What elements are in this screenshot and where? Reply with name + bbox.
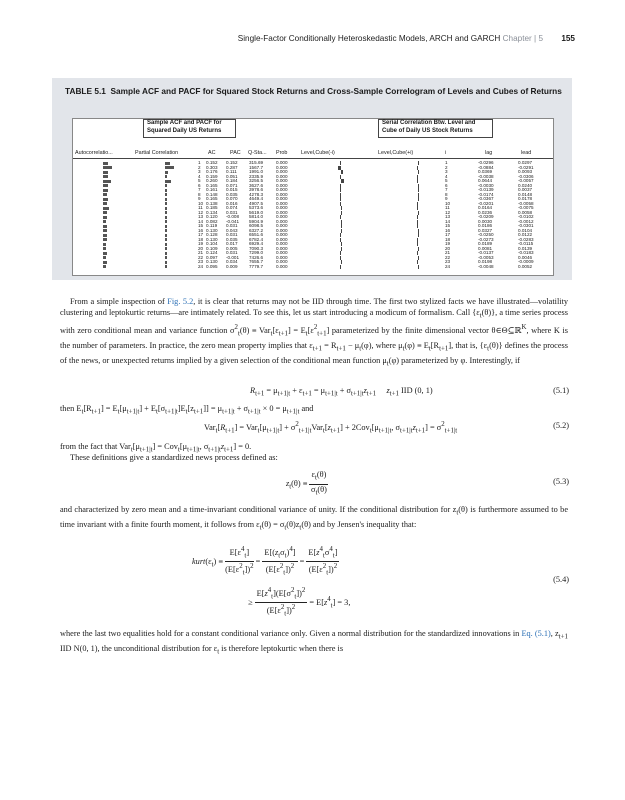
cell-ac: 0.161 (206, 187, 218, 192)
cell-pac: 0.070 (226, 196, 238, 201)
cell-prob: 0.000 (276, 191, 288, 197)
cell-n: 23 (198, 259, 204, 264)
cell-prob: 0.000 (276, 259, 288, 264)
cell-i: 9 (445, 196, 448, 201)
left-box-title: Sample ACF and PACF for Squared Daily US Returns (143, 119, 236, 138)
pacf-bar (165, 193, 167, 196)
cell-lead: 0.0046 (518, 254, 533, 260)
cell-i: 18 (445, 236, 451, 242)
cell-n: 11 (198, 205, 203, 210)
cell-lead: 0.0104 (518, 227, 533, 233)
table-image (72, 118, 554, 276)
cell-ac: 0.152 (206, 160, 218, 165)
pacf-bar (165, 261, 167, 264)
cell-lead: -0.0057 (518, 178, 534, 183)
cell-ac: 0.260 (206, 178, 218, 183)
cell-ac: 0.303 (206, 164, 218, 170)
cell-pac: 0.074 (226, 205, 238, 210)
cell-lag: -0.0053 (478, 254, 494, 260)
cell-lag: -0.0048 (478, 263, 494, 269)
pacf-bar (165, 166, 174, 169)
cell-lag: -0.0201 (478, 200, 494, 206)
cell-prob: 0.000 (276, 196, 288, 201)
cell-n: 21 (198, 250, 204, 255)
cell-prob: 0.000 (276, 250, 288, 255)
table-caption: TABLE 5.1 Sample ACF and PACF for Squared Stock Returns and Cross-Sample Correlogram of Levels and Cubes of Returns (65, 86, 562, 96)
cell-lag: 0.0236 (478, 209, 493, 215)
cell-i: 17 (445, 232, 451, 237)
cell-lag: -0.0296 (478, 160, 494, 165)
paragraph-3: where the last two equalities hold for a constant conditional variance only. Given a normal distribution for the standardized innovations in Eq. (5.1), $z_{t+1}$ IID N(0, 1), the unconditional distribution for $\varepsilon_t$ is therefore leptokurtic when there is (60, 629, 568, 656)
cell-ac: 0.104 (206, 241, 218, 246)
cell-prob: 0.000 (276, 245, 288, 251)
cell-pac: -0.041 (226, 218, 240, 224)
acf-bar (103, 202, 107, 205)
cell-n: 7 (198, 187, 201, 192)
acf-bar (103, 234, 107, 237)
cell-i: 22 (445, 254, 451, 260)
cell-n: 6 (198, 182, 201, 188)
pacf-bar (165, 198, 167, 201)
cell-prob: 0.000 (276, 232, 288, 237)
cell-qstat: 3256.5 (249, 178, 264, 183)
cell-lead: -0.0009 (518, 259, 534, 264)
col-prob: Prob (276, 150, 288, 156)
cell-ac: 0.159 (206, 173, 218, 179)
running-title: Single-Factor Conditionally Heteroskedastic Models, ARCH and GARCH Chapter | 5 (237, 34, 543, 43)
cell-lead: 0.0139 (518, 245, 533, 251)
col-partial: Partial Correlation (135, 150, 179, 156)
cell-n: 18 (198, 236, 204, 242)
cell-n: 1 (198, 160, 201, 165)
equation-5-4-line-2: ≥ $\frac{E[z^4_t](E[\sigma^2_t])^2}{(E[\varepsilon^2_t])^2}$ = $E[z^4_t] = 3$, (248, 587, 351, 618)
cell-ac: 0.082 (206, 218, 218, 224)
cell-n: 19 (198, 241, 204, 246)
cell-lead: -0.0075 (518, 205, 534, 210)
cell-lag: 0.0644 (478, 178, 493, 183)
cell-pac: 0.287 (226, 164, 238, 170)
cell-prob: 0.000 (276, 169, 288, 174)
running-header (0, 34, 625, 48)
cell-i: 13 (445, 214, 451, 219)
cell-lead: -0.0306 (518, 173, 534, 179)
equation-5-1: $R_{t+1} = \mu_{t+1|t} + \varepsilon_{t+1} = \mu_{t+1|t} + \sigma_{t+1|t}z_{t+1}$ $z_{t+1}$ IID (0, 1) (250, 386, 433, 398)
lead-bar (418, 265, 419, 269)
cell-prob: 0.000 (276, 187, 288, 192)
cell-lag: 0.0030 (478, 218, 493, 224)
acf-bar (103, 243, 106, 246)
pacf-bar (165, 252, 167, 255)
cell-n: 17 (198, 232, 204, 237)
cell-qstat: 4278.3 (249, 191, 264, 197)
paragraph-2: and characterized by zero mean and a time-invariant conditional variance of unity. If the conditional distribution for $z_t(\theta)$ is furthermore assumed to be time invariant with a finite fourth moment, it follows from $\varepsilon_t(\theta) = \sigma_t(\theta)z_t(\theta)$ and by Jensen's inequality that: (60, 505, 568, 532)
cell-qstat: 1567.7 (249, 164, 264, 170)
cell-lag: -0.0137 (478, 250, 494, 255)
pacf-bar (165, 234, 167, 237)
cell-ac: 0.124 (206, 250, 218, 255)
col-level-plus: Level,Cube(+i) (378, 150, 414, 156)
cell-lead: -0.0058 (518, 200, 534, 206)
cell-qstat: 7655.7 (249, 259, 264, 264)
equation-5-3: $z_t(\theta)$ ≡ $\frac{\varepsilon_t(\theta)}{\sigma_t(\theta)}$ (286, 470, 327, 497)
cell-pac: 0.016 (226, 200, 238, 206)
cell-n: 9 (198, 196, 201, 201)
cell-i: 14 (445, 218, 451, 224)
acf-bar (103, 252, 107, 255)
cell-lag: -0.0273 (478, 236, 494, 242)
cell-n: 13 (198, 214, 204, 219)
cell-lead: -0.0301 (518, 223, 534, 228)
cell-qstat: 5814.0 (249, 214, 264, 219)
cell-prob: 0.000 (276, 263, 288, 269)
acf-bar (103, 166, 112, 169)
acf-bar (103, 211, 107, 214)
right-box-title: Serial Correlation Btw. Level and Cube of Daily US Stock Returns (378, 119, 493, 138)
cell-lead: -0.0115 (518, 241, 534, 246)
cell-ac: 0.130 (206, 227, 218, 233)
cell-prob: 0.000 (276, 227, 288, 233)
cell-lead: 0.0240 (518, 182, 533, 188)
pacf-bar (165, 238, 167, 241)
cell-lag: -0.0209 (478, 214, 494, 219)
cell-prob: 0.000 (276, 182, 288, 188)
cell-pac: 0.035 (226, 191, 238, 197)
cell-pac: 0.009 (226, 263, 238, 269)
cell-lead: 0.0093 (518, 169, 533, 174)
fig-5-2-link[interactable]: Fig. 5.2 (167, 297, 194, 306)
cell-qstat: 5619.0 (249, 209, 264, 215)
cell-lead: 0.0122 (518, 232, 533, 237)
cell-i: 4 (445, 173, 448, 179)
column-headers (73, 149, 553, 159)
acf-bar (103, 180, 111, 183)
cell-i: 10 (445, 200, 451, 206)
cell-pac: 0.051 (226, 173, 238, 179)
table-rows (73, 161, 553, 269)
page-number: 155 (561, 34, 575, 43)
cell-i: 12 (445, 209, 451, 215)
cell-i: 7 (445, 187, 448, 192)
acf-bar (103, 171, 108, 174)
cell-lag: 0.0198 (478, 259, 493, 264)
cell-lead: 0.0037 (518, 187, 533, 192)
definitions-line: These definitions give a standardized news process defined as: (70, 453, 278, 462)
cell-ac: 0.130 (206, 259, 218, 264)
equation-5-2: $Var_t[R_{t+1}] = Var_t[\mu_{t+1|t}] + \sigma^2_{t+1|t}Var_t[z_{t+1}] + 2Cov_t[\mu_{t+1|t}$, $\sigma_{t+1|t}z_{t+1}] = \sigma^2_{t+1|t}$ (204, 421, 458, 435)
cell-ac: 0.138 (206, 200, 218, 206)
cell-qstat: 315.69 (249, 160, 264, 165)
cell-ac: 0.109 (206, 245, 218, 251)
cell-qstat: 7090.3 (249, 245, 264, 251)
cell-pac: 0.005 (226, 245, 238, 251)
pacf-bar (165, 184, 167, 187)
cell-lead: -0.0183 (518, 250, 534, 255)
pacf-bar (165, 220, 167, 223)
cell-qstat: 5904.9 (249, 218, 264, 224)
cell-lag: -0.0038 (478, 173, 494, 179)
col-i: i (445, 150, 447, 156)
cell-i: 6 (445, 182, 448, 188)
cell-n: 4 (198, 173, 201, 179)
cell-prob: 0.000 (276, 200, 288, 206)
cell-ac: 0.185 (206, 205, 218, 210)
cell-prob: 0.000 (276, 178, 288, 183)
cell-ac: 0.134 (206, 209, 218, 215)
acf-bar (103, 184, 108, 187)
cell-n: 24 (198, 263, 204, 269)
cell-i: 21 (445, 250, 451, 255)
cell-lag: -0.0139 (478, 187, 494, 192)
equation-number-5-3: (5.3) (553, 477, 569, 486)
cell-prob: 0.000 (276, 173, 288, 179)
cell-pac: 0.152 (226, 160, 238, 165)
acf-bar (103, 238, 107, 241)
cell-prob: 0.000 (276, 254, 288, 260)
cell-i: 19 (445, 241, 451, 246)
cell-i: 8 (445, 191, 448, 197)
col-pac: PAC (230, 150, 241, 156)
acf-bar (103, 256, 106, 259)
cell-lag: 0.0369 (478, 169, 493, 174)
equation-5-4-line-1: $kurt(\varepsilon_t)$ ≡ $\frac{E[\varepsilon^4_t]}{(E[\varepsilon^2_t])^2}$ = $\frac{E[(z_t\sigma_t)^4]}{(E[\varepsilon^2_t])^2}$ = $\frac{E[z^4_t\sigma^4_t]}{(E[\varepsilon^2_t])^2}$ (192, 546, 338, 577)
cell-qstat: 6782.4 (249, 236, 264, 242)
cell-qstat: 3978.6 (249, 187, 264, 192)
cell-ac: 0.130 (206, 236, 218, 242)
cell-prob: 0.000 (276, 205, 288, 210)
cell-n: 22 (198, 254, 204, 260)
cell-pac: 0.015 (226, 187, 238, 192)
cell-qstat: 1991.0 (249, 169, 264, 174)
equation-number-5-1: (5.1) (553, 386, 569, 395)
cell-qstat: 4649.4 (249, 196, 264, 201)
cell-qstat: 6098.5 (249, 223, 264, 228)
paragraph-1: From a simple inspection of Fig. 5.2, it is clear that returns may not be IID through time. The first two stylized facts we have illustrated—volatility clustering and leptokurtic returns—are intimately related. To see this, let us start introducing a modicum of formalism. Call $\{\varepsilon_t(\theta)\}$, a time series process with zero conditional mean and variance function $\sigma^2_t(\theta) \equiv Var_t[\varepsilon_{t+1}] = E_t[\varepsilon^2_{t+1}]$ parameterized by the finite dimensional vector θ∈Θ⊆ℝ$^K$, where K is the number of parameters. In practice, the zero mean property implies that $\varepsilon_{t+1} = R_{t+1} - \mu_t(\varphi)$, where $\mu_t(\varphi) \equiv E_t[R_{t+1}]$, that is, $\{\varepsilon_t(\theta)\}$ defines the process of the news, or unexpected returns implied by a given selection of the conditional mean function $\mu_t(\varphi)$ parameterized by φ. Interestingly, if (60, 297, 569, 368)
cell-pac: 0.034 (226, 259, 238, 264)
pacf-bar (165, 189, 167, 192)
cell-n: 15 (198, 223, 204, 228)
cell-qstat: 3627.6 (249, 182, 264, 188)
pacf-bar (165, 175, 167, 178)
cell-pac: 0.031 (226, 223, 238, 228)
acf-bar (103, 265, 106, 268)
cell-lead: -0.0102 (518, 214, 534, 219)
cell-pac: -0.008 (226, 214, 240, 219)
from-fact-line: from the fact that $Var_t[\mu_{t+1|t}] = Cov_t[\mu_{t+1|t}$, $\sigma_{t+1|t}z_{t+1}] = 0$. (60, 442, 252, 454)
cell-i: 5 (445, 178, 448, 183)
cell-pac: 0.031 (226, 209, 238, 215)
acf-bar (103, 193, 107, 196)
cell-lead: 0.0148 (518, 191, 533, 197)
cell-qstat: 7299.0 (249, 250, 264, 255)
col-ac: AC (208, 150, 216, 156)
table-5-1 (52, 78, 572, 280)
cell-prob: 0.000 (276, 160, 288, 165)
cell-ac: 0.165 (206, 182, 218, 188)
cell-ac: 0.165 (206, 196, 218, 201)
cell-prob: 0.000 (276, 164, 288, 170)
pacf-bar (165, 202, 167, 205)
pacf-bar (165, 171, 168, 174)
cell-n: 12 (198, 209, 204, 215)
cell-pac: 0.043 (226, 227, 238, 233)
cell-n: 8 (198, 191, 201, 197)
cell-qstat: 5373.6 (249, 205, 264, 210)
then-line: then $E_t[R_{t+1}] = E_t[\mu_{t+1|t}] + E_t[\sigma_{t+1|t}]E_t[z_{t+1}]] = \mu_{t+1|t} + \sigma_{t+1|t} \times 0 = \mu_{t+1|t}$ and (60, 404, 314, 416)
cell-lag: 0.0189 (478, 241, 493, 246)
cell-i: 23 (445, 259, 451, 264)
cell-n: 3 (198, 169, 201, 174)
cell-i: 24 (445, 263, 451, 269)
cell-i: 20 (445, 245, 451, 251)
cell-lead: -0.0012 (518, 218, 534, 224)
cell-i: 16 (445, 227, 451, 233)
cell-qstat: 6551.6 (249, 232, 264, 237)
cell-ac: 0.119 (206, 223, 218, 228)
cell-lead: 0.0052 (518, 263, 533, 269)
cell-pac: 0.184 (226, 178, 238, 183)
cell-lag: 0.0164 (478, 205, 493, 210)
acf-bar (103, 189, 108, 192)
cell-i: 2 (445, 164, 448, 170)
cell-prob: 0.000 (276, 214, 288, 219)
acf-bar (103, 247, 106, 250)
pacf-bar (165, 256, 167, 259)
cell-lag: 0.0186 (478, 223, 493, 228)
cell-pac: 0.071 (226, 182, 238, 188)
cell-n: 16 (198, 227, 204, 233)
cell-lag: -0.0250 (478, 232, 494, 237)
pacf-bar (165, 243, 167, 246)
cell-lag: -0.0367 (478, 196, 494, 201)
eq-5-1-link[interactable]: Eq. (5.1) (521, 629, 551, 638)
equation-number-5-2: (5.2) (553, 421, 569, 430)
col-autocorr: Autocorrelatio... (75, 150, 113, 156)
pacf-bar (165, 247, 167, 250)
cell-i: 11 (445, 205, 450, 210)
acf-bar (103, 229, 107, 232)
cell-i: 1 (445, 160, 448, 165)
cell-qstat: 4907.5 (249, 200, 264, 206)
acf-bar (103, 261, 107, 264)
cell-pac: 0.111 (226, 169, 237, 174)
cell-prob: 0.000 (276, 218, 288, 224)
cell-lead: -0.0283 (518, 236, 534, 242)
acf-bar (103, 216, 107, 219)
cell-lead: 0.0297 (518, 160, 533, 165)
pacf-bar (165, 229, 167, 232)
acf-bar (103, 198, 108, 201)
col-lead: lead (521, 150, 532, 156)
cell-qstat: 7426.6 (249, 254, 264, 260)
acf-bar (103, 220, 106, 223)
cell-lead: 0.0058 (518, 209, 533, 215)
cell-qstat: 2335.9 (249, 173, 264, 179)
pacf-bar (165, 207, 167, 210)
cell-qstat: 7779.7 (249, 263, 264, 269)
cell-ac: 0.148 (206, 191, 218, 197)
cell-n: 10 (198, 200, 204, 206)
cell-ac: 0.095 (206, 263, 218, 269)
cell-lag: 0.0327 (478, 227, 493, 233)
cell-n: 20 (198, 245, 204, 251)
cell-n: 5 (198, 178, 201, 183)
acf-bar (103, 207, 109, 210)
col-qstat: Q-Sta... (248, 150, 267, 156)
cell-lag: -0.0174 (478, 191, 494, 197)
cell-ac: 0.128 (206, 232, 218, 237)
cell-pac: -0.001 (226, 254, 240, 260)
cell-n: 14 (198, 218, 204, 224)
acf-bar (103, 225, 107, 228)
cell-pac: 0.035 (226, 236, 238, 242)
cell-lag: -0.0030 (478, 182, 494, 188)
acf-bar (103, 162, 108, 165)
pacf-bar (165, 225, 167, 228)
pacf-bar (165, 162, 170, 165)
pacf-bar (165, 211, 167, 214)
cell-prob: 0.000 (276, 241, 288, 246)
cell-lead: -0.0291 (518, 164, 534, 170)
col-level-minus: Level,Cube(-i) (301, 150, 335, 156)
cell-qstat: 6327.2 (249, 227, 264, 233)
cell-ac: 0.097 (206, 254, 218, 260)
cell-pac: 0.017 (226, 241, 238, 246)
table-row (73, 265, 553, 270)
cell-pac: 0.031 (226, 232, 238, 237)
cell-ac: 0.120 (206, 214, 218, 219)
pacf-bar (165, 265, 167, 268)
cell-qstat: 6929.4 (249, 241, 264, 246)
cell-ac: 0.176 (206, 169, 218, 174)
cell-prob: 0.000 (276, 209, 288, 215)
equation-number-5-4: (5.4) (553, 575, 569, 584)
cell-n: 2 (198, 164, 201, 170)
pacf-bar (165, 180, 171, 183)
cell-i: 15 (445, 223, 451, 228)
lag-bar (340, 265, 341, 269)
cell-prob: 0.000 (276, 223, 288, 228)
cell-i: 3 (445, 169, 448, 174)
col-lag: lag (485, 150, 493, 156)
cell-pac: 0.031 (226, 250, 238, 255)
cell-prob: 0.000 (276, 236, 288, 242)
cell-lead: 0.0178 (518, 196, 533, 201)
pacf-bar (165, 216, 167, 219)
acf-bar (103, 175, 108, 178)
cell-lag: -0.0884 (478, 164, 494, 170)
cell-lag: 0.0081 (478, 245, 493, 251)
